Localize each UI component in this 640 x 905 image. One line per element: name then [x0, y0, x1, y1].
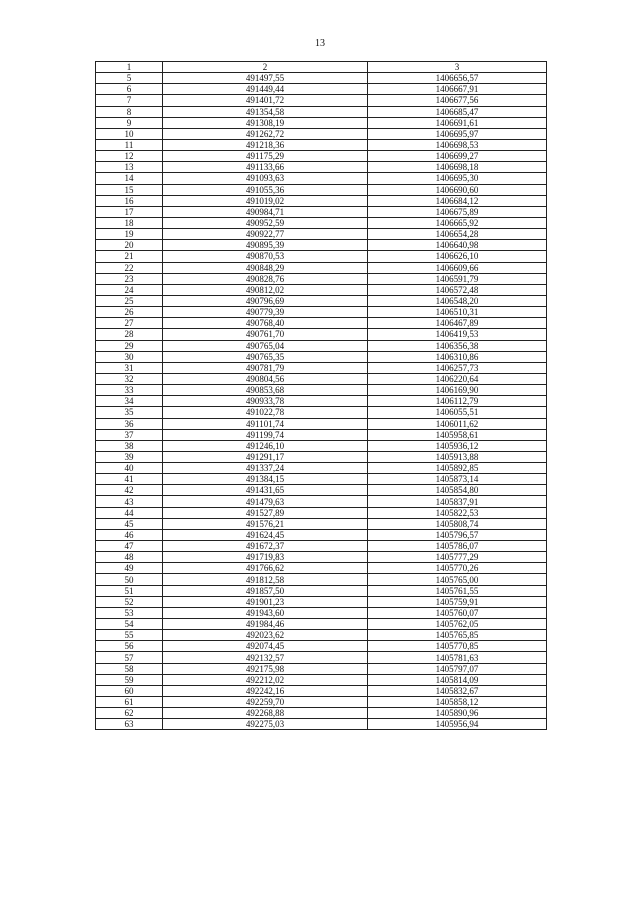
y-coordinate-cell: 1406656,57 — [368, 73, 547, 84]
x-coordinate-cell: 492212,02 — [163, 674, 368, 685]
table-row — [96, 496, 547, 507]
point-number-cell: 12 — [96, 151, 163, 162]
y-coordinate-cell: 1406691,61 — [368, 117, 547, 128]
y-coordinate-cell: 1405814,09 — [368, 674, 547, 685]
point-number-cell: 13 — [96, 162, 163, 173]
x-coordinate-cell: 492074,45 — [163, 641, 368, 652]
point-number-cell: 10 — [96, 128, 163, 139]
table-row — [96, 262, 547, 273]
x-coordinate-cell: 492023,62 — [163, 630, 368, 641]
y-coordinate-cell: 1405956,94 — [368, 719, 547, 730]
x-coordinate-cell: 491812,58 — [163, 574, 368, 585]
y-coordinate-cell: 1406677,56 — [368, 95, 547, 106]
table-row — [96, 418, 547, 429]
point-number-cell: 47 — [96, 541, 163, 552]
x-coordinate-cell: 491527,89 — [163, 507, 368, 518]
table-row — [96, 73, 547, 84]
point-number-cell: 56 — [96, 641, 163, 652]
table-row — [96, 229, 547, 240]
table-row — [96, 251, 547, 262]
x-coordinate-cell: 491401,72 — [163, 95, 368, 106]
point-number-cell: 39 — [96, 451, 163, 462]
coordinates-table — [95, 61, 547, 730]
x-coordinate-cell: 491101,74 — [163, 418, 368, 429]
x-coordinate-cell: 491857,50 — [163, 585, 368, 596]
table-row — [96, 574, 547, 585]
y-coordinate-cell: 1405822,53 — [368, 507, 547, 518]
x-coordinate-cell: 491719,83 — [163, 552, 368, 563]
point-number-cell: 59 — [96, 674, 163, 685]
x-coordinate-cell: 491093,63 — [163, 173, 368, 184]
page-number: 13 — [315, 38, 325, 49]
table-row — [96, 552, 547, 563]
point-number-cell: 35 — [96, 407, 163, 418]
table-row — [96, 407, 547, 418]
y-coordinate-cell: 1405765,00 — [368, 574, 547, 585]
table-row — [96, 440, 547, 451]
table-row — [96, 474, 547, 485]
y-coordinate-cell: 1405958,61 — [368, 429, 547, 440]
x-coordinate-cell: 491624,45 — [163, 529, 368, 540]
table-row — [96, 719, 547, 730]
x-coordinate-cell: 490853,68 — [163, 385, 368, 396]
x-coordinate-cell: 490895,39 — [163, 240, 368, 251]
y-coordinate-cell: 1406467,89 — [368, 318, 547, 329]
point-number-cell: 26 — [96, 307, 163, 318]
x-coordinate-cell: 490922,77 — [163, 229, 368, 240]
point-number-cell: 21 — [96, 251, 163, 262]
table-row — [96, 295, 547, 306]
table-row — [96, 273, 547, 284]
y-coordinate-cell: 1406310,86 — [368, 351, 547, 362]
table-row — [96, 151, 547, 162]
table-row — [96, 396, 547, 407]
y-coordinate-cell: 1405858,12 — [368, 697, 547, 708]
point-number-cell: 34 — [96, 396, 163, 407]
point-number-cell: 6 — [96, 84, 163, 95]
x-coordinate-cell: 492175,98 — [163, 663, 368, 674]
point-number-cell: 57 — [96, 652, 163, 663]
x-coordinate-cell: 490952,59 — [163, 217, 368, 228]
point-number-cell: 24 — [96, 284, 163, 295]
point-number-cell: 38 — [96, 440, 163, 451]
y-coordinate-cell: 1405770,26 — [368, 563, 547, 574]
x-coordinate-cell: 491449,44 — [163, 84, 368, 95]
x-coordinate-cell: 492268,88 — [163, 708, 368, 719]
table-row — [96, 162, 547, 173]
table-row — [96, 217, 547, 228]
table-row — [96, 585, 547, 596]
table-row — [96, 596, 547, 607]
table-row — [96, 630, 547, 641]
table-row — [96, 541, 547, 552]
y-coordinate-cell: 1406055,51 — [368, 407, 547, 418]
y-coordinate-cell: 1406667,91 — [368, 84, 547, 95]
x-coordinate-cell: 491133,66 — [163, 162, 368, 173]
x-coordinate-cell: 490848,29 — [163, 262, 368, 273]
x-coordinate-cell: 490828,76 — [163, 273, 368, 284]
point-number-cell: 55 — [96, 630, 163, 641]
point-number-cell: 15 — [96, 184, 163, 195]
point-number-cell: 23 — [96, 273, 163, 284]
x-coordinate-cell: 491901,23 — [163, 596, 368, 607]
table-row — [96, 485, 547, 496]
x-coordinate-cell: 490804,56 — [163, 373, 368, 384]
y-coordinate-cell: 1405913,88 — [368, 451, 547, 462]
x-coordinate-cell: 490812,02 — [163, 284, 368, 295]
y-coordinate-cell: 1406640,98 — [368, 240, 547, 251]
table-row — [96, 463, 547, 474]
table-row — [96, 139, 547, 150]
point-number-cell: 49 — [96, 563, 163, 574]
y-coordinate-cell: 1405770,85 — [368, 641, 547, 652]
table-row — [96, 619, 547, 630]
x-coordinate-cell: 491354,58 — [163, 106, 368, 117]
y-coordinate-cell: 1405786,07 — [368, 541, 547, 552]
point-number-cell: 52 — [96, 596, 163, 607]
point-number-cell: 20 — [96, 240, 163, 251]
point-number-cell: 19 — [96, 229, 163, 240]
y-coordinate-cell: 1405892,85 — [368, 463, 547, 474]
table-row — [96, 507, 547, 518]
point-number-cell: 7 — [96, 95, 163, 106]
x-coordinate-cell: 491175,29 — [163, 151, 368, 162]
y-coordinate-cell: 1405890,96 — [368, 708, 547, 719]
y-coordinate-cell: 1406591,79 — [368, 273, 547, 284]
table-row — [96, 518, 547, 529]
x-coordinate-cell: 491497,55 — [163, 73, 368, 84]
point-number-cell: 11 — [96, 139, 163, 150]
y-coordinate-cell: 1405761,55 — [368, 585, 547, 596]
point-number-cell: 48 — [96, 552, 163, 563]
y-coordinate-cell: 1406220,64 — [368, 373, 547, 384]
y-coordinate-cell: 1406690,60 — [368, 184, 547, 195]
y-coordinate-cell: 1406548,20 — [368, 295, 547, 306]
table-row — [96, 451, 547, 462]
point-number-cell: 31 — [96, 362, 163, 373]
table-row — [96, 128, 547, 139]
y-coordinate-cell: 1405796,57 — [368, 529, 547, 540]
x-coordinate-cell: 490796,69 — [163, 295, 368, 306]
point-number-cell: 8 — [96, 106, 163, 117]
point-number-cell: 25 — [96, 295, 163, 306]
table-row — [96, 563, 547, 574]
y-coordinate-cell: 1406510,31 — [368, 307, 547, 318]
point-number-cell: 36 — [96, 418, 163, 429]
x-coordinate-cell: 491055,36 — [163, 184, 368, 195]
table-row — [96, 607, 547, 618]
x-coordinate-cell: 491218,36 — [163, 139, 368, 150]
point-number-cell: 45 — [96, 518, 163, 529]
table-row — [96, 84, 547, 95]
x-coordinate-cell: 491576,21 — [163, 518, 368, 529]
x-coordinate-cell: 491337,24 — [163, 463, 368, 474]
x-coordinate-cell: 492132,57 — [163, 652, 368, 663]
y-coordinate-cell: 1405832,67 — [368, 685, 547, 696]
table-row — [96, 318, 547, 329]
point-number-cell: 50 — [96, 574, 163, 585]
y-coordinate-cell: 1405797,07 — [368, 663, 547, 674]
y-coordinate-cell: 1406626,10 — [368, 251, 547, 262]
x-coordinate-cell: 491384,15 — [163, 474, 368, 485]
y-coordinate-cell: 1405808,74 — [368, 518, 547, 529]
y-coordinate-cell: 1406356,38 — [368, 340, 547, 351]
y-coordinate-cell: 1406665,92 — [368, 217, 547, 228]
y-coordinate-cell: 1405760,07 — [368, 607, 547, 618]
point-number-cell: 60 — [96, 685, 163, 696]
y-coordinate-cell: 1406698,18 — [368, 162, 547, 173]
table-row — [96, 708, 547, 719]
x-coordinate-cell: 491246,10 — [163, 440, 368, 451]
table-header-row — [96, 62, 547, 73]
x-coordinate-cell: 491766,62 — [163, 563, 368, 574]
column-header-1: 1 — [96, 62, 163, 73]
y-coordinate-cell: 1405781,63 — [368, 652, 547, 663]
point-number-cell: 18 — [96, 217, 163, 228]
x-coordinate-cell: 491479,63 — [163, 496, 368, 507]
table-row — [96, 385, 547, 396]
table-row — [96, 184, 547, 195]
y-coordinate-cell: 1406695,30 — [368, 173, 547, 184]
x-coordinate-cell: 491431,65 — [163, 485, 368, 496]
column-header-3: 3 — [368, 62, 547, 73]
table-row — [96, 340, 547, 351]
x-coordinate-cell: 491019,02 — [163, 195, 368, 206]
point-number-cell: 40 — [96, 463, 163, 474]
table-row — [96, 373, 547, 384]
table-row — [96, 95, 547, 106]
x-coordinate-cell: 490765,04 — [163, 340, 368, 351]
x-coordinate-cell: 491672,37 — [163, 541, 368, 552]
table-row — [96, 351, 547, 362]
point-number-cell: 17 — [96, 206, 163, 217]
point-number-cell: 58 — [96, 663, 163, 674]
point-number-cell: 53 — [96, 607, 163, 618]
table-row — [96, 307, 547, 318]
y-coordinate-cell: 1406257,73 — [368, 362, 547, 373]
table-row — [96, 362, 547, 373]
x-coordinate-cell: 492259,70 — [163, 697, 368, 708]
table-row — [96, 697, 547, 708]
table-row — [96, 206, 547, 217]
table-row — [96, 674, 547, 685]
y-coordinate-cell: 1405854,80 — [368, 485, 547, 496]
table-row — [96, 429, 547, 440]
y-coordinate-cell: 1406169,90 — [368, 385, 547, 396]
x-coordinate-cell: 491943,60 — [163, 607, 368, 618]
point-number-cell: 27 — [96, 318, 163, 329]
y-coordinate-cell: 1405873,14 — [368, 474, 547, 485]
point-number-cell: 16 — [96, 195, 163, 206]
table-row — [96, 529, 547, 540]
table-row — [96, 284, 547, 295]
table-row — [96, 685, 547, 696]
point-number-cell: 33 — [96, 385, 163, 396]
x-coordinate-cell: 491308,19 — [163, 117, 368, 128]
y-coordinate-cell: 1406572,48 — [368, 284, 547, 295]
x-coordinate-cell: 491984,46 — [163, 619, 368, 630]
y-coordinate-cell: 1405762,05 — [368, 619, 547, 630]
point-number-cell: 62 — [96, 708, 163, 719]
table-row — [96, 329, 547, 340]
y-coordinate-cell: 1406684,12 — [368, 195, 547, 206]
y-coordinate-cell: 1406609,66 — [368, 262, 547, 273]
y-coordinate-cell: 1406698,53 — [368, 139, 547, 150]
table-row — [96, 173, 547, 184]
x-coordinate-cell: 490933,78 — [163, 396, 368, 407]
point-number-cell: 14 — [96, 173, 163, 184]
x-coordinate-cell: 492275,03 — [163, 719, 368, 730]
table-row — [96, 663, 547, 674]
x-coordinate-cell: 490768,40 — [163, 318, 368, 329]
point-number-cell: 51 — [96, 585, 163, 596]
y-coordinate-cell: 1406011,62 — [368, 418, 547, 429]
coordinates-table-body — [96, 62, 547, 730]
y-coordinate-cell: 1405777,29 — [368, 552, 547, 563]
point-number-cell: 28 — [96, 329, 163, 340]
y-coordinate-cell: 1406699,27 — [368, 151, 547, 162]
x-coordinate-cell: 490779,39 — [163, 307, 368, 318]
y-coordinate-cell: 1406654,28 — [368, 229, 547, 240]
x-coordinate-cell: 490765,35 — [163, 351, 368, 362]
point-number-cell: 30 — [96, 351, 163, 362]
point-number-cell: 5 — [96, 73, 163, 84]
x-coordinate-cell: 491291,17 — [163, 451, 368, 462]
point-number-cell: 41 — [96, 474, 163, 485]
x-coordinate-cell: 490984,71 — [163, 206, 368, 217]
x-coordinate-cell: 491022,78 — [163, 407, 368, 418]
y-coordinate-cell: 1405936,12 — [368, 440, 547, 451]
table-row — [96, 641, 547, 652]
point-number-cell: 61 — [96, 697, 163, 708]
table-row — [96, 652, 547, 663]
point-number-cell: 63 — [96, 719, 163, 730]
y-coordinate-cell: 1406675,89 — [368, 206, 547, 217]
point-number-cell: 46 — [96, 529, 163, 540]
point-number-cell: 9 — [96, 117, 163, 128]
table-row — [96, 117, 547, 128]
point-number-cell: 37 — [96, 429, 163, 440]
x-coordinate-cell: 491199,74 — [163, 429, 368, 440]
point-number-cell: 22 — [96, 262, 163, 273]
x-coordinate-cell: 491262,72 — [163, 128, 368, 139]
y-coordinate-cell: 1406112,79 — [368, 396, 547, 407]
table-row — [96, 195, 547, 206]
y-coordinate-cell: 1406685,47 — [368, 106, 547, 117]
point-number-cell: 29 — [96, 340, 163, 351]
point-number-cell: 54 — [96, 619, 163, 630]
y-coordinate-cell: 1406695,97 — [368, 128, 547, 139]
point-number-cell: 44 — [96, 507, 163, 518]
y-coordinate-cell: 1405765,85 — [368, 630, 547, 641]
y-coordinate-cell: 1405837,91 — [368, 496, 547, 507]
table-row — [96, 240, 547, 251]
point-number-cell: 43 — [96, 496, 163, 507]
table-row — [96, 106, 547, 117]
x-coordinate-cell: 492242,16 — [163, 685, 368, 696]
point-number-cell: 32 — [96, 373, 163, 384]
column-header-2: 2 — [163, 62, 368, 73]
x-coordinate-cell: 490781,79 — [163, 362, 368, 373]
x-coordinate-cell: 490870,53 — [163, 251, 368, 262]
y-coordinate-cell: 1406419,53 — [368, 329, 547, 340]
point-number-cell: 42 — [96, 485, 163, 496]
y-coordinate-cell: 1405759,91 — [368, 596, 547, 607]
x-coordinate-cell: 490761,70 — [163, 329, 368, 340]
